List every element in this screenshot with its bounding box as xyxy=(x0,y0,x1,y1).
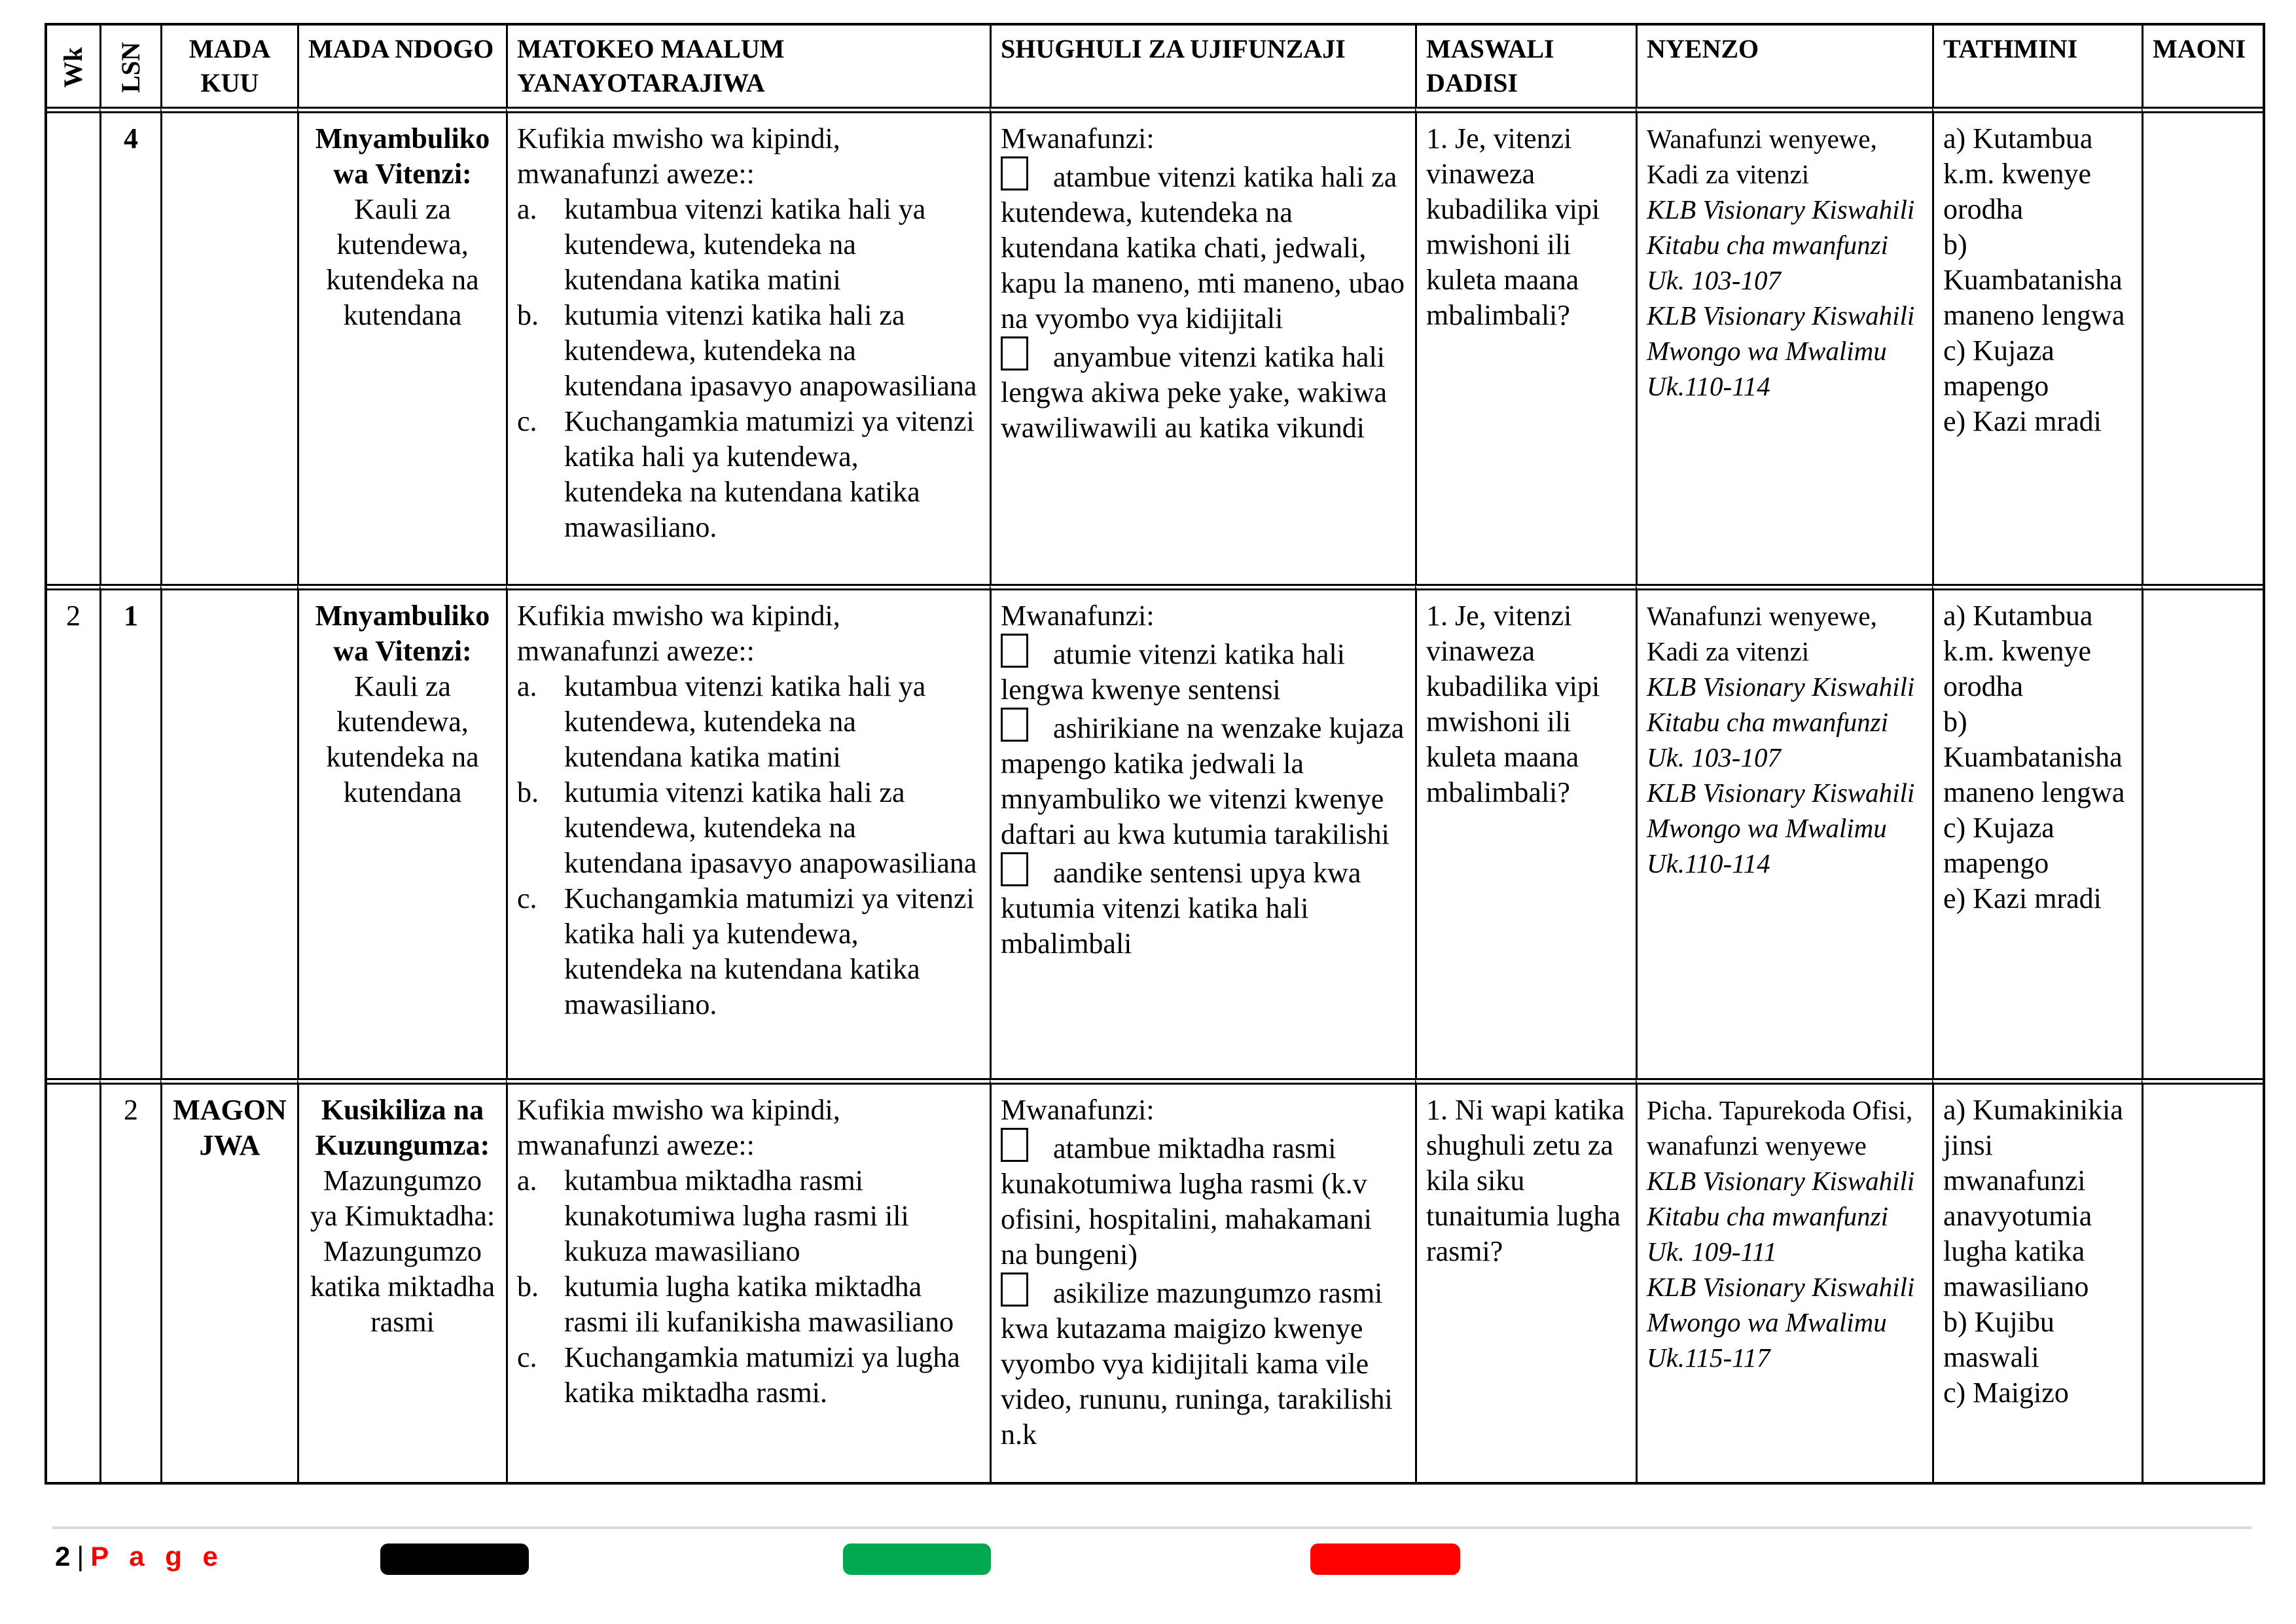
shughuli-intro: Mwanafunzi: xyxy=(1001,122,1155,154)
maswali-text: 1. Je, vitenzi vinaweza kubadilika vipi mwishoni ili kuleta maana mbalimbali? xyxy=(1426,600,1600,808)
list-text: Kuchangamkia matumizi ya lugha katika miktadha rasmi. xyxy=(564,1341,960,1409)
cell-r1-maoni xyxy=(2142,107,2263,584)
list-text: kutambua vitenzi katika hali ya kutendewa, kutendeka na kutendana katika matini xyxy=(564,670,926,773)
checkbox-icon xyxy=(1001,634,1028,668)
footer-red-bar xyxy=(1310,1543,1460,1575)
cell-r1-maswali xyxy=(1415,107,1636,584)
nyenzo-ref: KLB Visionary Kiswahili Kitabu cha mwanfunzi Uk. 103-107 xyxy=(1647,672,1915,772)
list-text: aandike sentensi upya kwa kutumia vitenzi katika hali mbalimbali xyxy=(1001,857,1361,960)
list-item xyxy=(517,298,980,404)
list-label: b. xyxy=(517,299,539,331)
list-text: ashirikiane na wenzake kujaza mapengo katika jedwali la mnyambuliko we vitenzi kwenye daftari au kwa kutumia tarakilishi xyxy=(1001,712,1405,850)
checkbox-icon xyxy=(1001,852,1028,886)
cell-r3-tathmini xyxy=(1932,1078,2142,1482)
mada-ndogo-title: Kusikiliza na Kuzungumza: xyxy=(315,1094,490,1161)
checkbox-icon xyxy=(1001,708,1028,742)
list-item xyxy=(517,669,980,775)
list-item: a) Kutambua k.m. kwenye orodha xyxy=(1943,600,2093,702)
header-maoni: MAONI xyxy=(2142,26,2263,107)
cell-r1-matokeo xyxy=(506,107,990,584)
list-item xyxy=(1001,1128,1406,1272)
cell-r3-mada-ndogo xyxy=(297,1078,506,1482)
header-wk-label: Wk xyxy=(58,46,88,88)
cell-r2-mada-kuu xyxy=(160,584,297,1078)
page-number: 2 xyxy=(55,1541,71,1572)
header-matokeo: MATOKEO MAALUM YANAYOTARAJIWA xyxy=(506,26,990,107)
cell-r1-shughuli xyxy=(990,107,1415,584)
list-label: a. xyxy=(517,670,537,702)
cell-r1-lsn: 4 xyxy=(99,107,160,584)
mada-ndogo-body: Mazungumzo ya Kimuktadha: Mazungumzo katika miktadha rasmi xyxy=(310,1164,495,1338)
list-text: atumie vitenzi katika hali lengwa kwenye sentensi xyxy=(1001,638,1345,706)
checkbox-icon xyxy=(1001,1272,1028,1307)
nyenzo-plain: Wanafunzi wenyewe, Kadi za vitenzi xyxy=(1647,124,1877,189)
cell-r2-wk: 2 xyxy=(47,584,99,1078)
cell-r1-wk xyxy=(47,107,99,584)
header-maswali: MASWALI DADISI xyxy=(1415,26,1636,107)
cell-r2-maswali xyxy=(1415,584,1636,1078)
mada-ndogo-body: Kauli za kutendewa, kutendeka na kutendana xyxy=(326,670,479,808)
list-label: c. xyxy=(517,1341,537,1373)
header-tathmini: TATHMINI xyxy=(1932,26,2142,107)
matokeo-intro: Kufikia mwisho wa kipindi, mwanafunzi aweze:: xyxy=(517,122,840,190)
cell-r1-tathmini xyxy=(1932,107,2142,584)
header-mada-ndogo: MADA NDOGO xyxy=(297,26,506,107)
list-item: a) Kumakinikia jinsi mwanafunzi anavyotumia lugha katika mawasiliano xyxy=(1943,1094,2123,1303)
list-label: a. xyxy=(517,1164,537,1197)
page-label: P a g e xyxy=(90,1541,224,1572)
cell-r2-shughuli xyxy=(990,584,1415,1078)
list-item: b) Kuambatanisha maneno lengwa xyxy=(1943,228,2125,331)
cell-r1-mada-ndogo xyxy=(297,107,506,584)
cell-r2-nyenzo xyxy=(1636,584,1932,1078)
list-text: kutambua miktadha rasmi kunakotumiwa lugha rasmi ili kukuza mawasiliano xyxy=(564,1164,909,1267)
list-item xyxy=(517,404,980,545)
list-item xyxy=(517,775,980,881)
list-item xyxy=(1001,156,1406,336)
maswali-text: 1. Ni wapi katika shughuli zetu za kila siku tunaitumia lugha rasmi? xyxy=(1426,1094,1625,1267)
maswali-text: 1. Je, vitenzi vinaweza kubadilika vipi mwishoni ili kuleta maana mbalimbali? xyxy=(1426,122,1600,331)
list-text: anyambue vitenzi katika hali lengwa akiwa peke yake, wakiwa wawiliwawili au katika vikundi xyxy=(1001,341,1388,444)
list-item xyxy=(1001,1272,1406,1453)
header-mada-kuu: MADA KUU xyxy=(160,26,297,107)
list-text: asikilize mazungumzo rasmi kwa kutazama maigizo kwenye vyombo vya kidijitali kama vile video, rununu, runinga, tarakilishi n.k xyxy=(1001,1277,1393,1451)
mada-ndogo-title: Mnyambuliko wa Vitenzi: xyxy=(315,600,490,667)
page-separator: | xyxy=(77,1541,84,1572)
cell-r3-matokeo xyxy=(506,1078,990,1482)
scheme-of-work-table xyxy=(45,23,2265,1485)
list-text: atambue miktadha rasmi kunakotumiwa lugha rasmi (k.v ofisini, hospitalini, mahakamani na bungeni) xyxy=(1001,1132,1372,1271)
checkbox-icon xyxy=(1001,1128,1028,1162)
cell-r3-mada-kuu: MAGONJWA xyxy=(160,1078,297,1482)
list-item xyxy=(517,881,980,1022)
cell-r1-nyenzo xyxy=(1636,107,1932,584)
page-footer xyxy=(55,1540,224,1574)
list-item: b) Kuambatanisha maneno lengwa xyxy=(1943,706,2125,808)
shughuli-intro: Mwanafunzi: xyxy=(1001,1094,1155,1126)
mada-ndogo-body: Kauli za kutendewa, kutendeka na kutendana xyxy=(326,193,479,331)
cell-r2-lsn: 1 xyxy=(99,584,160,1078)
footer-divider xyxy=(52,1526,2251,1529)
cell-r1-mada-kuu xyxy=(160,107,297,584)
nyenzo-ref: KLB Visionary Kiswahili Mwongo wa Mwalimu Uk.110-114 xyxy=(1647,778,1915,878)
matokeo-intro: Kufikia mwisho wa kipindi, mwanafunzi aweze:: xyxy=(517,1094,840,1161)
list-label: b. xyxy=(517,776,539,808)
list-item xyxy=(1001,336,1406,446)
list-label: c. xyxy=(517,882,537,914)
list-item: b) Kujibu maswali xyxy=(1943,1306,2054,1373)
nyenzo-plain: Wanafunzi wenyewe, Kadi za vitenzi xyxy=(1647,601,1877,666)
list-text: kutumia vitenzi katika hali za kutendewa, kutendeka na kutendana ipasavyo anapowasiliana xyxy=(564,299,977,402)
cell-r3-maswali xyxy=(1415,1078,1636,1482)
mada-ndogo-title: Mnyambuliko wa Vitenzi: xyxy=(315,122,490,190)
cell-r3-maoni xyxy=(2142,1078,2263,1482)
list-item xyxy=(517,1163,980,1269)
list-item xyxy=(1001,634,1406,708)
list-item xyxy=(517,1269,980,1340)
list-item xyxy=(517,192,980,298)
list-item: e) Kazi mradi xyxy=(1943,405,2102,437)
list-item xyxy=(517,1340,980,1411)
list-item xyxy=(1001,852,1406,962)
list-text: Kuchangamkia matumizi ya vitenzi katika hali ya kutendewa, kutendeka na kutendana katika mawasiliano. xyxy=(564,405,975,543)
header-lsn xyxy=(99,26,160,107)
list-text: kutambua vitenzi katika hali ya kutendewa, kutendeka na kutendana katika matini xyxy=(564,193,926,296)
cell-r3-shughuli xyxy=(990,1078,1415,1482)
list-text: Kuchangamkia matumizi ya vitenzi katika hali ya kutendewa, kutendeka na kutendana katika mawasiliano. xyxy=(564,882,975,1020)
nyenzo-ref: KLB Visionary Kiswahili Kitabu cha mwanfunzi Uk. 109-111 xyxy=(1647,1166,1915,1267)
list-item: e) Kazi mradi xyxy=(1943,882,2102,914)
cell-r3-wk xyxy=(47,1078,99,1482)
list-item: c) Kujaza mapengo xyxy=(1943,334,2054,402)
nyenzo-ref: KLB Visionary Kiswahili Mwongo wa Mwalimu Uk.110-114 xyxy=(1647,300,1915,401)
list-label: a. xyxy=(517,193,537,225)
cell-r2-tathmini xyxy=(1932,584,2142,1078)
nyenzo-plain: Picha. Tapurekoda Ofisi, wanafunzi wenyewe xyxy=(1647,1095,1913,1161)
header-nyenzo: NYENZO xyxy=(1636,26,1932,107)
list-label: c. xyxy=(517,405,537,437)
list-text: kutumia vitenzi katika hali za kutendewa, kutendeka na kutendana ipasavyo anapowasiliana xyxy=(564,776,977,879)
list-item: c) Kujaza mapengo xyxy=(1943,812,2054,879)
checkbox-icon xyxy=(1001,336,1028,370)
cell-r3-nyenzo xyxy=(1636,1078,1932,1482)
cell-r2-mada-ndogo xyxy=(297,584,506,1078)
header-lsn-label: LSN xyxy=(116,42,145,93)
list-item xyxy=(1001,708,1406,852)
list-item: c) Maigizo xyxy=(1943,1377,2069,1409)
cell-r2-maoni xyxy=(2142,584,2263,1078)
list-label: b. xyxy=(517,1271,539,1303)
header-shughuli: SHUGHULI ZA UJIFUNZAJI xyxy=(990,26,1415,107)
nyenzo-ref: KLB Visionary Kiswahili Kitabu cha mwanfunzi Uk. 103-107 xyxy=(1647,194,1915,295)
shughuli-intro: Mwanafunzi: xyxy=(1001,600,1155,632)
list-item: a) Kutambua k.m. kwenye orodha xyxy=(1943,122,2093,225)
matokeo-intro: Kufikia mwisho wa kipindi, mwanafunzi aweze:: xyxy=(517,600,840,667)
list-text: kutumia lugha katika miktadha rasmi ili kufanikisha mawasiliano xyxy=(564,1271,954,1338)
nyenzo-ref: KLB Visionary Kiswahili Mwongo wa Mwalimu Uk.115-117 xyxy=(1647,1272,1915,1373)
footer-black-bar xyxy=(380,1543,529,1575)
checkbox-icon xyxy=(1001,156,1028,190)
list-text: atambue vitenzi katika hali za kutendewa, kutendeka na kutendana katika chati, jedwali, kapu la maneno, mti maneno, ubao na vyombo vya kidijitali xyxy=(1001,161,1405,334)
cell-r2-matokeo xyxy=(506,584,990,1078)
cell-r3-lsn: 2 xyxy=(99,1078,160,1482)
header-wk xyxy=(47,26,99,107)
footer-green-bar xyxy=(843,1543,991,1575)
